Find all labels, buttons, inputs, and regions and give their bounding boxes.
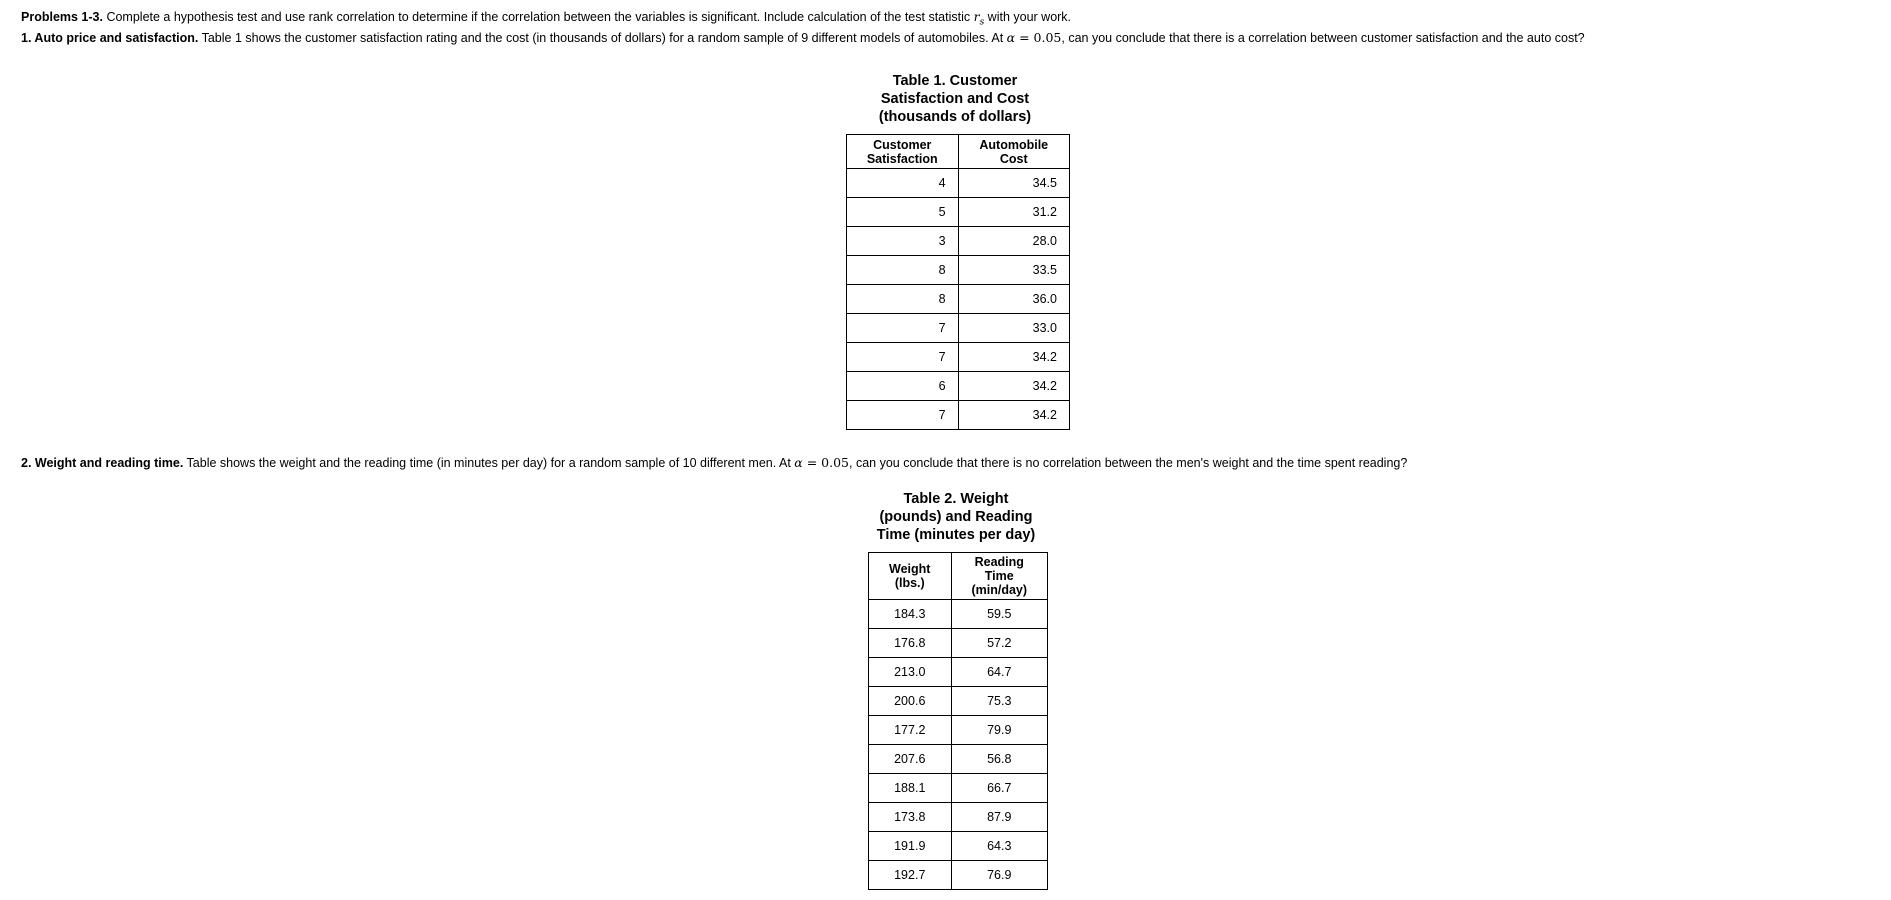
table2-row-cell: 79.9 [951, 716, 1048, 745]
table2-row [869, 629, 1048, 658]
table1-row-cell: 34.2 [958, 372, 1069, 401]
problem2-equals: = [802, 455, 822, 470]
header-line: Automobile [979, 137, 1049, 152]
header-line: Time [984, 569, 1014, 583]
problem2-alpha: α [794, 455, 803, 470]
problem2-alpha-value: 0.05 [821, 455, 850, 470]
table1-header-satisfaction [847, 135, 959, 169]
table2-row [869, 600, 1048, 629]
table2 [868, 552, 1048, 890]
table1-row [847, 227, 1070, 256]
table2-row-cell: 213.0 [869, 658, 952, 687]
problem2-paragraph [21, 455, 1407, 471]
problem2-text-after: , can you conclude that there is no correlation between the men's weight and the time spent reading? [849, 456, 1408, 470]
header-line: Customer [873, 137, 932, 152]
problem1-text-before: Table 1 shows the customer satisfaction rating and the cost (in thousands of dollars) for a random sample of 9 different models of automobiles. At [198, 31, 1007, 45]
table1-row [847, 169, 1070, 198]
table1-row-cell: 34.2 [958, 401, 1069, 430]
table2-row [869, 745, 1048, 774]
header-line: (min/day) [971, 583, 1028, 597]
table1-row [847, 285, 1070, 314]
table1-row-cell: 28.0 [958, 227, 1069, 256]
table1-row [847, 372, 1070, 401]
table2-caption-line: (pounds) and Reading [879, 509, 1033, 525]
header-line: Cost [999, 151, 1028, 166]
table2-row [869, 716, 1048, 745]
problem1-alpha-value: 0.05 [1033, 30, 1062, 45]
table2-row-cell: 64.3 [951, 832, 1048, 861]
table1-caption-line: Satisfaction and Cost [880, 91, 1030, 107]
table1-row-cell: 3 [847, 227, 959, 256]
table2-row-cell: 76.9 [951, 861, 1048, 890]
table2-row-cell: 191.9 [869, 832, 952, 861]
table2-row-cell: 184.3 [869, 600, 952, 629]
table2-row [869, 861, 1048, 890]
problem2-text-before: Table shows the weight and the reading time (in minutes per day) for a random sample of 10 different men. At [183, 456, 795, 470]
table1-row-cell: 4 [847, 169, 959, 198]
header-line: Satisfaction [866, 151, 938, 166]
problem1-paragraph [21, 30, 1585, 46]
table1-row-cell: 33.5 [958, 256, 1069, 285]
table1 [846, 134, 1070, 430]
table1-row [847, 343, 1070, 372]
table1-row-cell: 7 [847, 343, 959, 372]
table2-header-row [869, 553, 1048, 600]
table1-row-cell: 34.2 [958, 343, 1069, 372]
table1-row [847, 314, 1070, 343]
problem1-equals: = [1015, 30, 1034, 45]
intro-text-after: with your work. [984, 10, 1072, 24]
table2-row [869, 803, 1048, 832]
table1-row-cell: 7 [847, 314, 959, 343]
table1-row-cell: 33.0 [958, 314, 1069, 343]
table2-row-cell: 176.8 [869, 629, 952, 658]
table2-row-cell: 59.5 [951, 600, 1048, 629]
table1-row-cell: 7 [847, 401, 959, 430]
table1-row [847, 401, 1070, 430]
intro-paragraph [21, 9, 1071, 31]
table1-caption-line: Table 1. Customer [892, 73, 1018, 89]
table2-row [869, 658, 1048, 687]
table2-caption [866, 490, 1046, 544]
table1-row-cell: 5 [847, 198, 959, 227]
table1-row-cell: 34.5 [958, 169, 1069, 198]
table1-header-cost [958, 135, 1069, 169]
intro-lead: Problems 1-3. [21, 10, 103, 24]
table2-row-cell: 188.1 [869, 774, 952, 803]
table2-row-cell: 192.7 [869, 861, 952, 890]
table1-row-cell: 6 [847, 372, 959, 401]
table1-row [847, 256, 1070, 285]
header-line: (lbs.) [894, 576, 925, 590]
problem1-alpha: α [1006, 30, 1016, 45]
table1-row [847, 198, 1070, 227]
table2-row-cell: 207.6 [869, 745, 952, 774]
table2-row-cell: 57.2 [951, 629, 1048, 658]
table1-row-cell: 8 [847, 285, 959, 314]
table2-row-cell: 177.2 [869, 716, 952, 745]
header-line: Weight [889, 562, 931, 576]
table2-row-cell: 87.9 [951, 803, 1048, 832]
table2-row-cell: 75.3 [951, 687, 1048, 716]
rs-subscript: s [979, 17, 985, 28]
table1-caption [860, 72, 1050, 126]
problem1-lead: 1. Auto price and satisfaction. [21, 31, 199, 45]
table1-row-cell: 31.2 [958, 198, 1069, 227]
intro-text-before: Complete a hypothesis test and use rank correlation to determine if the correlation between the variables is significant. Include calculation of the test statistic [102, 10, 974, 24]
table1-row-cell: 36.0 [958, 285, 1069, 314]
table1-row-cell: 8 [847, 256, 959, 285]
table2-caption-line: Time (minutes per day) [876, 527, 1036, 543]
table1-header-row [847, 135, 1070, 169]
table2-row-cell: 200.6 [869, 687, 952, 716]
problem2-lead: 2. Weight and reading time. [21, 456, 184, 470]
header-line: Reading [974, 555, 1024, 569]
table1-caption-line: (thousands of dollars) [878, 109, 1032, 125]
table2-row [869, 687, 1048, 716]
table2-row [869, 832, 1048, 861]
problem1-text-after: , can you conclude that there is a correlation between customer satisfaction and the auto cost? [1061, 31, 1585, 45]
table2-caption-line: Table 2. Weight [903, 491, 1009, 507]
table2-row-cell: 56.8 [951, 745, 1048, 774]
table2-header-weight [869, 553, 952, 600]
table2-row [869, 774, 1048, 803]
table2-row-cell: 64.7 [951, 658, 1048, 687]
rs-symbol: r [973, 9, 980, 24]
table2-row-cell: 66.7 [951, 774, 1048, 803]
table2-header-reading-time [951, 553, 1048, 600]
table2-row-cell: 173.8 [869, 803, 952, 832]
